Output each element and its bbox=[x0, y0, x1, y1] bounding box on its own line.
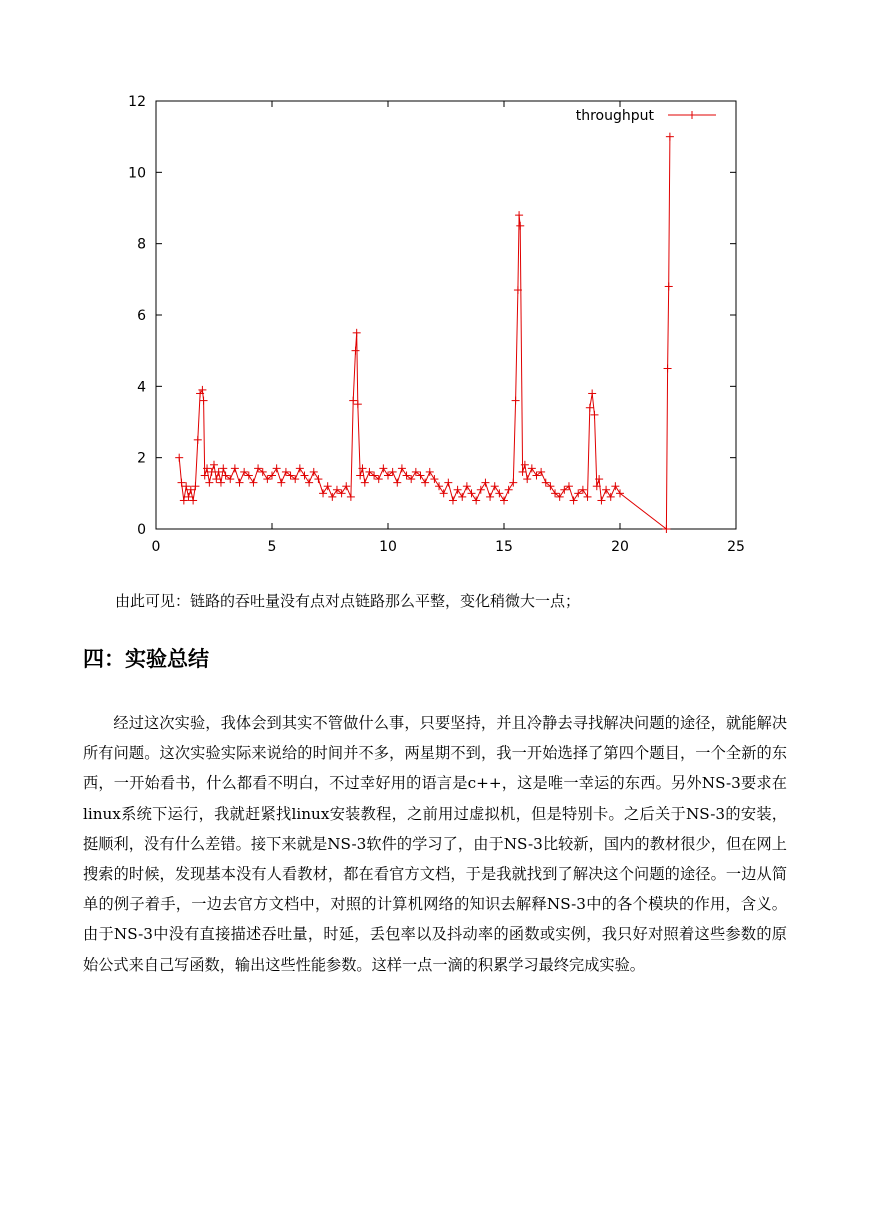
y-tick-label: 8 bbox=[137, 236, 146, 253]
data-point bbox=[191, 482, 199, 490]
data-point bbox=[500, 496, 508, 504]
data-point bbox=[509, 479, 517, 487]
data-point bbox=[597, 496, 605, 504]
data-point bbox=[178, 479, 186, 487]
data-point bbox=[259, 468, 267, 476]
data-point bbox=[607, 493, 615, 501]
data-point bbox=[512, 397, 520, 405]
data-point bbox=[495, 489, 503, 497]
data-point bbox=[666, 133, 674, 141]
data-point bbox=[491, 482, 499, 490]
data-point bbox=[416, 472, 424, 480]
data-point bbox=[389, 468, 397, 476]
data-point bbox=[528, 464, 536, 472]
chart-legend bbox=[576, 108, 716, 124]
data-point bbox=[616, 489, 624, 497]
data-point bbox=[175, 454, 183, 462]
data-point bbox=[240, 468, 248, 476]
x-tick-label: 5 bbox=[267, 539, 277, 555]
data-point bbox=[291, 475, 299, 483]
data-point bbox=[523, 475, 531, 483]
data-point bbox=[449, 496, 457, 504]
data-point bbox=[440, 489, 448, 497]
data-point bbox=[375, 475, 383, 483]
x-tick-label: 15 bbox=[495, 539, 513, 555]
data-point bbox=[189, 496, 197, 504]
data-point bbox=[412, 468, 420, 476]
x-tick-label: 0 bbox=[151, 539, 161, 555]
data-point bbox=[481, 479, 489, 487]
data-point bbox=[468, 489, 476, 497]
data-point bbox=[338, 489, 346, 497]
y-tick-label: 4 bbox=[137, 379, 146, 396]
data-point bbox=[537, 468, 545, 476]
data-point bbox=[333, 486, 341, 494]
data-point bbox=[584, 493, 592, 501]
data-point bbox=[273, 464, 281, 472]
section-heading: 四：实验总结 bbox=[83, 647, 209, 671]
data-point bbox=[349, 397, 357, 405]
chart-caption: 由此可见：链路的吞吐量没有点对点链路那么平整，变化稍微大一点； bbox=[115, 592, 581, 610]
data-point bbox=[463, 482, 471, 490]
data-point bbox=[444, 479, 452, 487]
data-point bbox=[328, 493, 336, 501]
data-point bbox=[574, 489, 582, 497]
data-point bbox=[560, 486, 568, 494]
data-point bbox=[426, 468, 434, 476]
throughput-chart bbox=[0, 0, 869, 580]
data-point bbox=[194, 436, 202, 444]
data-point bbox=[226, 475, 234, 483]
data-point bbox=[588, 389, 596, 397]
data-point bbox=[277, 479, 285, 487]
summary-paragraph: 经过这次实验，我体会到其实不管做什么事，只要坚持，并且冷静去寻找解决问题的途径，就能解决所有问题。这次实验实际来说给的时间并不多，两星期不到，我一开始选择了第四个题目，一个全新的东西，一开始看书，什么都看不明白，不过幸好用的语言是c++，这是唯一幸运的东西。另外NS-3要求在linux系统下运行，我就赶紧找linux安装教程，之前用过虚拟机，但是特别卡。之后关于NS-3的安装，挺顺利，没有什么差错。接下来就是NS-3软件的学习了，由于NS-3比较新，国内的教材很少，但在网上搜索的时候，发现基本没有人看教材，都在看官方文档，于是我就找到了解决这个问题的途径。一边从简单的例子着手，一边去官方文档中，对照的计算机网络的知识去解释NS-3中的各个模块的作用，含义。由于NS-3中没有直接描述吞吐量，时延，丢包率以及抖动率的函数或实例，我只好对照着这些参数的原始公式来自己写函数，输出这些性能参数。这样一点一滴的积累学习最终完成实验。 bbox=[83, 714, 787, 974]
data-point bbox=[347, 493, 355, 501]
data-point bbox=[210, 461, 218, 469]
series-layer bbox=[175, 133, 674, 533]
x-tick-label: 25 bbox=[727, 539, 745, 555]
y-tick-label: 0 bbox=[137, 522, 146, 538]
data-point bbox=[454, 486, 462, 494]
data-point bbox=[365, 468, 373, 476]
data-point bbox=[300, 472, 308, 480]
data-point bbox=[407, 475, 415, 483]
y-tick-label: 2 bbox=[137, 450, 146, 467]
data-point bbox=[515, 211, 523, 219]
x-tick-label: 20 bbox=[611, 539, 629, 555]
data-point bbox=[305, 479, 313, 487]
data-point bbox=[263, 475, 271, 483]
data-point bbox=[342, 482, 350, 490]
data-point bbox=[182, 482, 190, 490]
plot-frame bbox=[156, 101, 736, 529]
legend-label: throughput bbox=[575, 108, 654, 124]
data-point bbox=[217, 479, 225, 487]
data-point bbox=[205, 479, 213, 487]
data-point bbox=[354, 400, 362, 408]
data-point bbox=[551, 489, 559, 497]
data-point bbox=[180, 496, 188, 504]
data-point bbox=[556, 493, 564, 501]
y-tick-label: 10 bbox=[128, 165, 146, 182]
data-point bbox=[310, 468, 318, 476]
data-point bbox=[570, 496, 578, 504]
data-point bbox=[586, 404, 594, 412]
data-point bbox=[611, 482, 619, 490]
data-point bbox=[477, 486, 485, 494]
data-point bbox=[398, 464, 406, 472]
data-point bbox=[296, 464, 304, 472]
data-point bbox=[353, 329, 361, 337]
data-point bbox=[379, 464, 387, 472]
data-point bbox=[236, 479, 244, 487]
y-tick-label: 12 bbox=[128, 94, 146, 110]
data-point bbox=[665, 282, 673, 290]
data-point bbox=[435, 482, 443, 490]
data-point bbox=[200, 397, 208, 405]
data-point bbox=[314, 475, 322, 483]
series-line-throughput bbox=[179, 137, 670, 529]
data-point bbox=[319, 489, 327, 497]
data-point bbox=[430, 475, 438, 483]
data-point bbox=[516, 222, 524, 230]
y-tick-label: 6 bbox=[137, 308, 146, 324]
data-point bbox=[361, 479, 369, 487]
data-point bbox=[282, 468, 290, 476]
data-point bbox=[486, 493, 494, 501]
data-point bbox=[219, 464, 227, 472]
data-point bbox=[352, 347, 360, 355]
data-point bbox=[421, 479, 429, 487]
data-point bbox=[664, 365, 672, 373]
data-point bbox=[602, 486, 610, 494]
data-point bbox=[403, 472, 411, 480]
x-tick-label: 10 bbox=[379, 539, 397, 555]
data-point bbox=[393, 479, 401, 487]
data-point bbox=[590, 411, 598, 419]
data-point bbox=[542, 479, 550, 487]
data-point bbox=[324, 482, 332, 490]
data-point bbox=[579, 486, 587, 494]
data-point bbox=[458, 493, 466, 501]
data-point bbox=[231, 464, 239, 472]
data-point bbox=[254, 464, 262, 472]
data-point bbox=[472, 496, 480, 504]
data-point bbox=[249, 479, 257, 487]
data-point bbox=[662, 525, 670, 533]
data-point bbox=[505, 486, 513, 494]
